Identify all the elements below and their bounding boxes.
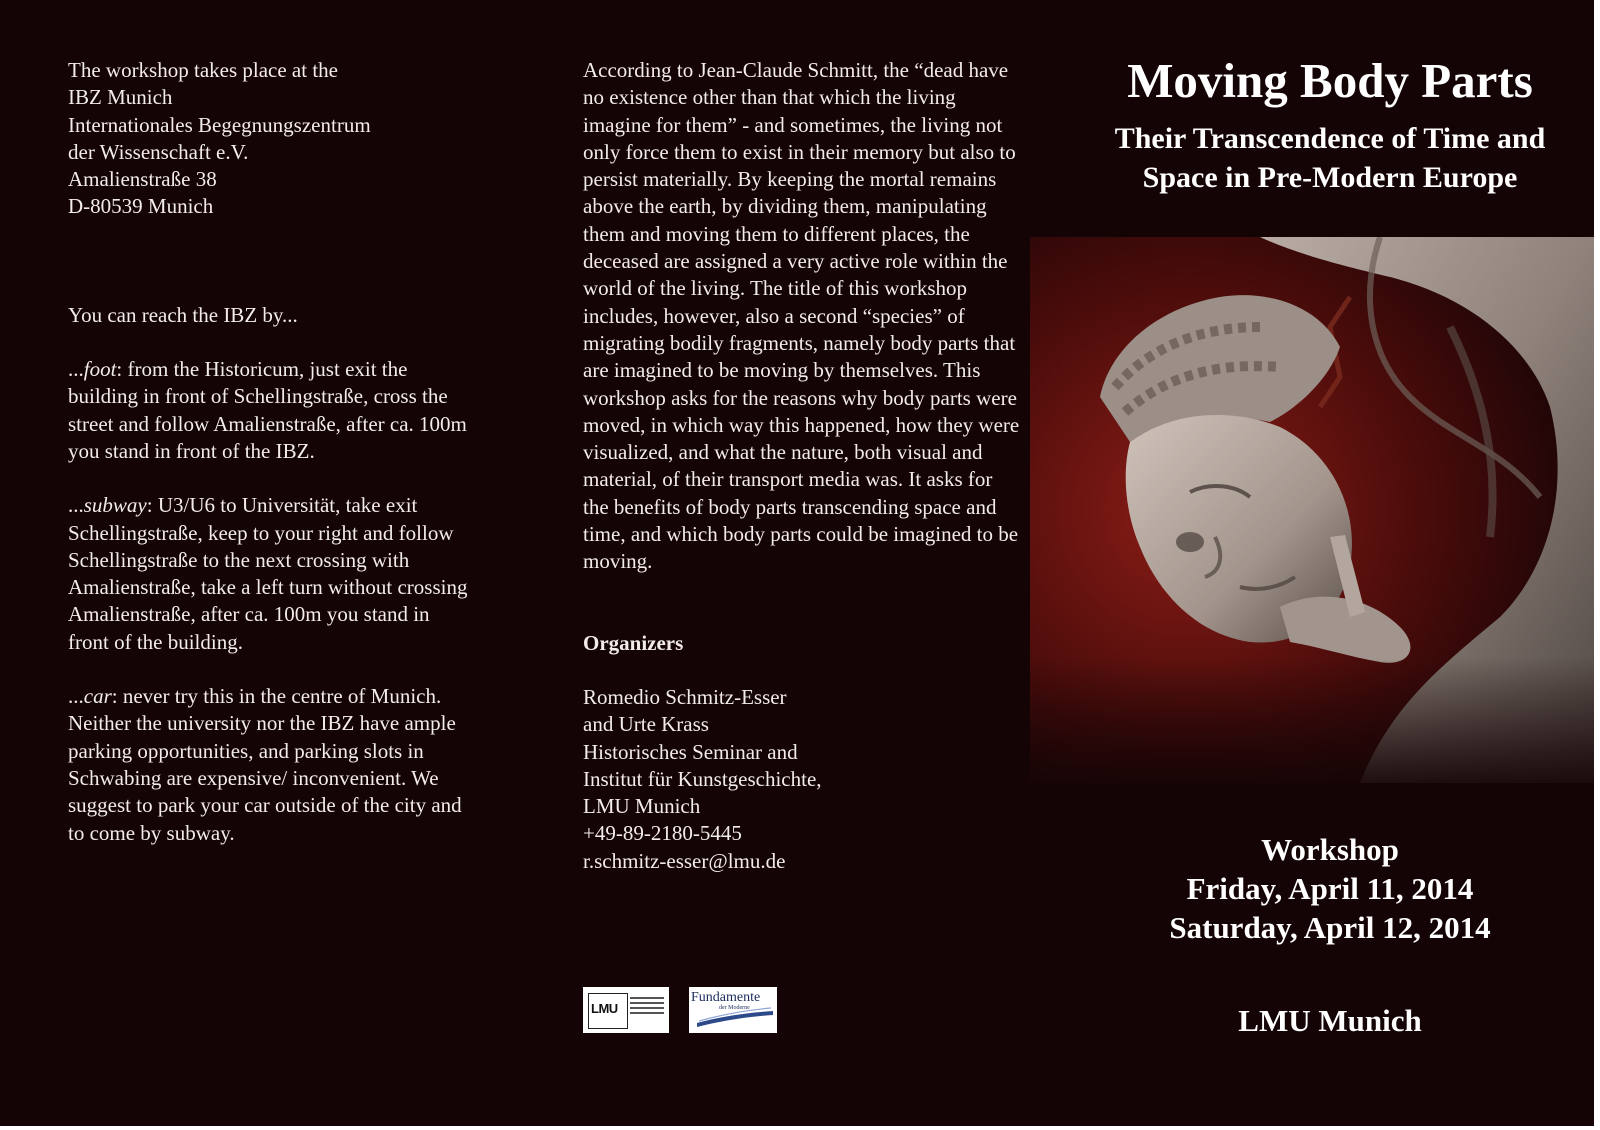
intro-paragraph: According to Jean-Claude Schmitt, the “dead have no existence other than that which the living imagine for them” - and sometimes, the living not only force them to exist in their memory but also to persist materially. By keeping the mortal remains above the earth, by dividing them, manipulating them and moving them to different places, the deceased are assigned a very active role within the world of the living. The title of this workshop includes, however, also a second “species” of migrating bodily fragments, namely body parts that are imagined to be moving by themselves. This workshop asks for the reasons why body parts were moved, in which way this happened, how they were visualized, and what the nature, both visual and material, of their transport media was. It asks for the benefits of body parts transcending space and time, and which body parts could be imagined to be moving.	[583, 58, 1020, 574]
organizer-phone: +49-89-2180-5445	[583, 821, 742, 846]
event-label: Workshop	[1261, 832, 1399, 867]
fundamente-logo	[689, 987, 777, 1033]
workshop-info	[1050, 830, 1600, 947]
organizer-line: LMU Munich	[583, 794, 701, 819]
address-line: The workshop takes place at the	[68, 58, 338, 82]
cover-subtitle-line: Their Transcendence of Time and	[1114, 122, 1546, 155]
cover-title: Moving Body Parts	[1127, 53, 1533, 108]
car-text: : never try this in the centre of Munich. Neither the university nor the IBZ have ample parking opportunities, and parking slots in Schwabing are expensive/ inconvenient. We suggest to park your car outside of the city and to come by subway.	[68, 684, 462, 845]
foot-text: : from the Historicum, just exit the building in front of Schellingstraße, cross the street and follow Amalienstraße, after ca. 100m you stand in front of the IBZ.	[68, 357, 467, 463]
car-prefix: ...	[68, 684, 84, 709]
fundamente-logo-subtext: der Moderne	[719, 1005, 750, 1011]
directions-subway	[68, 492, 468, 656]
directions-foot	[68, 356, 468, 465]
lmu-logo	[583, 987, 669, 1033]
organizers-block	[583, 684, 1023, 875]
venue-label: LMU Munich	[1238, 1003, 1422, 1038]
address-line: D-80539 Munich	[68, 194, 214, 219]
organizer-email: r.schmitz-esser@lmu.de	[583, 848, 786, 873]
car-mode: car	[83, 684, 112, 709]
organizer-line: Institut für Kunstgeschichte,	[583, 766, 822, 791]
subway-text: : U3/U6 to Universität, take exit Schellingstraße, keep to your right and follow Schellingstraße to the next crossing with Amalienstraße, take a left turn without crossing Amalienstraße, after ca. 100m you stand in front of the building.	[68, 493, 468, 654]
fundamente-logo-text: Fundamente	[691, 990, 761, 1005]
cover-subtitle-line: Space in Pre-Modern Europe	[1142, 161, 1518, 194]
organizers-heading: Organizers	[583, 630, 684, 655]
sculpture-photo	[1030, 237, 1594, 783]
cover-subtitle	[1050, 119, 1600, 197]
address-line: Amalienstraße 38	[68, 167, 217, 192]
foot-mode: foot	[83, 357, 117, 382]
reach-intro: You can reach the IBZ by...	[68, 302, 298, 327]
cover-title-block	[1050, 52, 1600, 197]
address-line: IBZ Munich	[68, 85, 173, 110]
left-panel	[68, 57, 468, 847]
organizer-line: Romedio Schmitz-Esser	[583, 684, 787, 709]
organizer-line: and Urte Krass	[583, 712, 709, 737]
lmu-logo-text: LMU	[591, 1001, 618, 1016]
middle-panel	[583, 57, 1023, 875]
page-edge-bottom	[0, 1126, 1600, 1130]
foot-prefix: ...	[68, 357, 84, 382]
page-edge-right	[1594, 0, 1600, 1130]
subway-mode: subway	[83, 493, 147, 518]
fundamente-swoosh-icon	[689, 987, 777, 1033]
address-line: der Wissenschaft e.V.	[68, 139, 249, 164]
event-date-2: Saturday, April 12, 2014	[1169, 910, 1491, 945]
address-block	[68, 57, 468, 221]
subway-prefix: ...	[68, 493, 84, 518]
event-date-1: Friday, April 11, 2014	[1186, 871, 1474, 906]
organizer-line: Historisches Seminar and	[583, 739, 798, 764]
address-line: Internationales Begegnungszentrum	[68, 112, 371, 137]
directions-car	[68, 683, 468, 847]
